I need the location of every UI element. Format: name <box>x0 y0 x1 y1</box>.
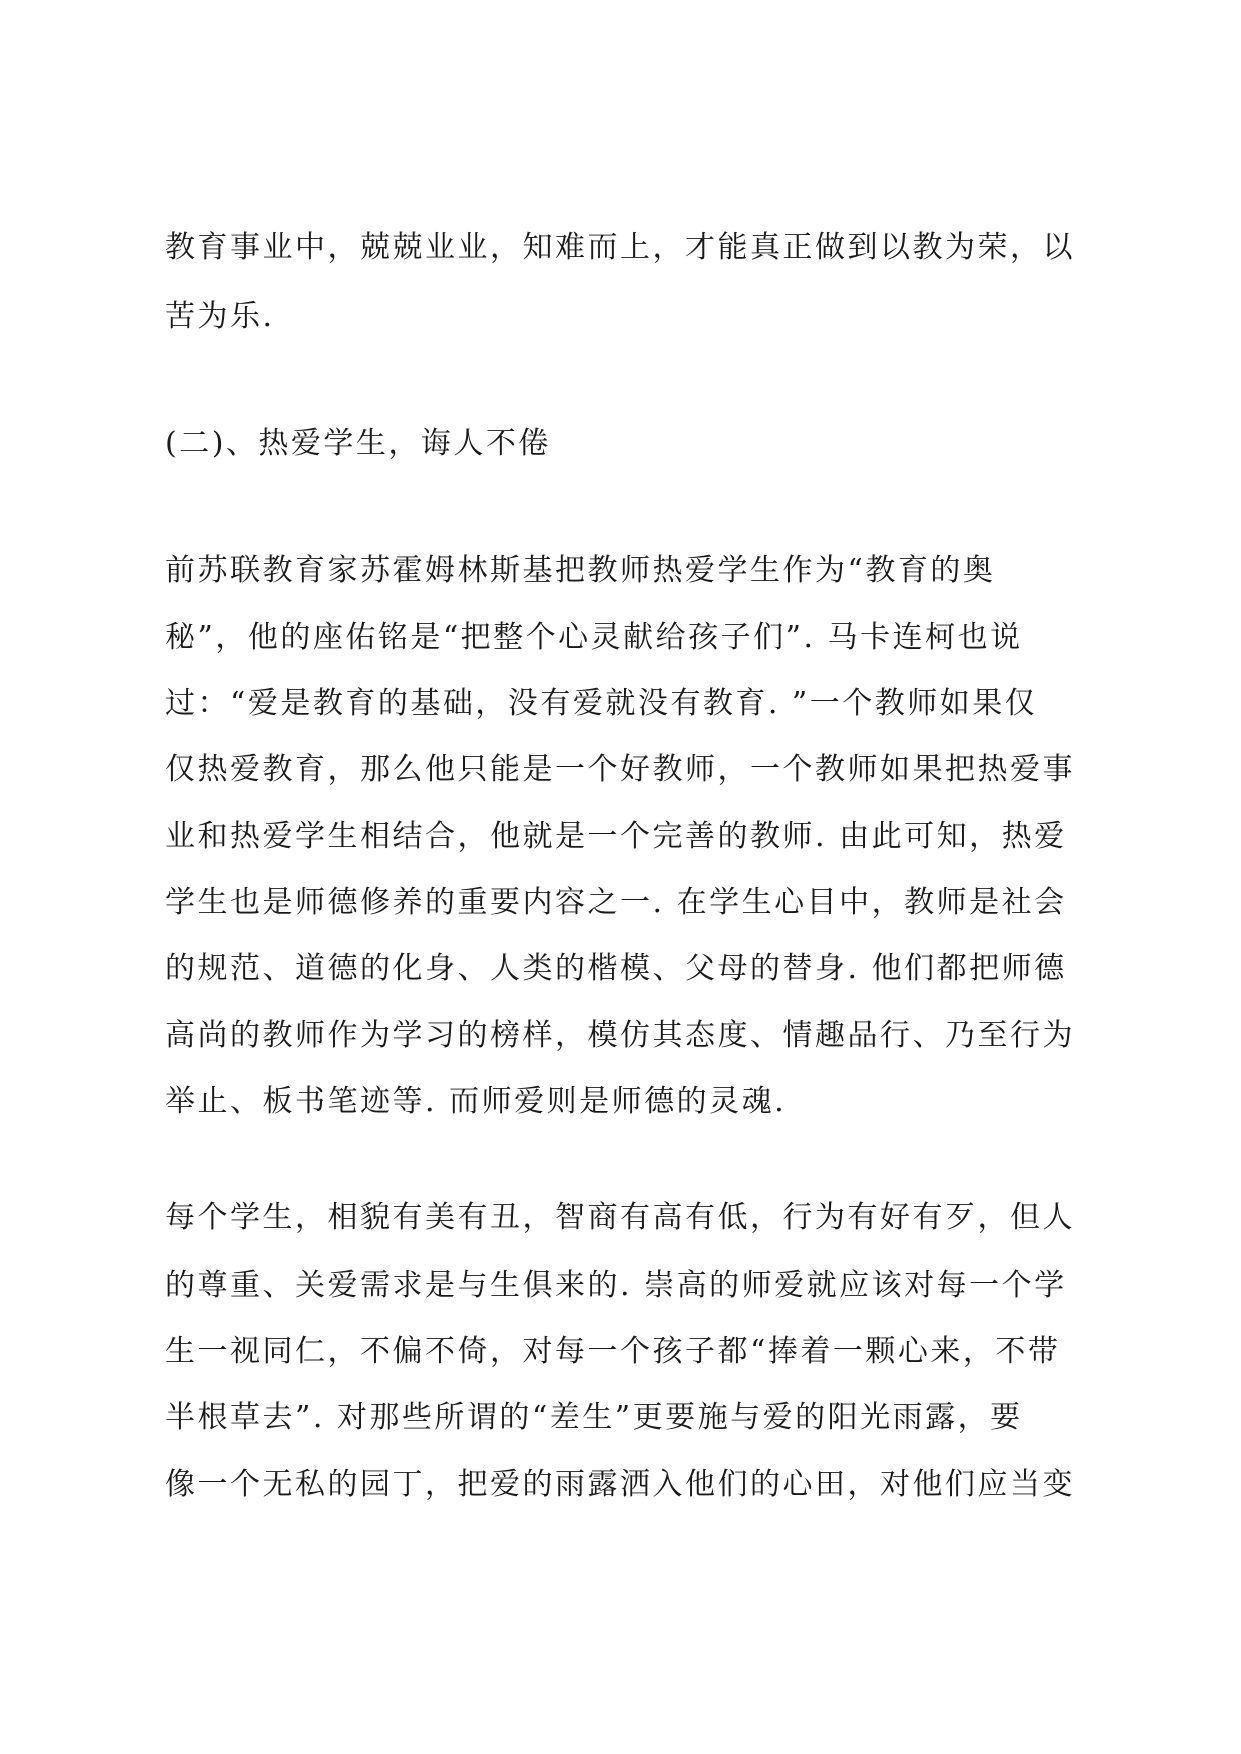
paragraph-line: 学生也是师德修养的重要内容之一. 在学生心目中，教师是社会 <box>165 885 1067 920</box>
paragraph-line: 的尊重、关爱需求是与生俱来的. 崇高的师爱就应该对每一个学 <box>165 1268 1067 1303</box>
paragraph-line: 像一个无私的园丁，把爱的雨露洒入他们的心田，对他们应当变 <box>165 1467 1075 1502</box>
paragraph-line: 高尚的教师作为学习的榜样，模仿其态度、情趣品行、乃至行为 <box>165 1018 1075 1053</box>
paragraph-line: 举止、板书笔迹等. 而师爱则是师德的灵魂. <box>165 1084 787 1119</box>
paragraph-line: 前苏联教育家苏霍姆林斯基把教师热爱学生作为“教育的奥 <box>165 553 996 588</box>
paragraph-line: 业和热爱学生相结合，他就是一个完善的教师. 由此可知，热爱 <box>165 819 1067 854</box>
paragraph-line: 教育事业中，兢兢业业，知难而上，才能真正做到以教为荣，以 <box>165 230 1075 265</box>
paragraph-line: 秘”，他的座佑铭是“把整个心灵献给孩子们”. 马卡连柯也说 <box>165 620 1023 655</box>
paragraph-line: 每个学生，相貌有美有丑，智商有高有低，行为有好有歹，但人 <box>165 1200 1075 1235</box>
paragraph-line: 仅热爱教育，那么他只能是一个好教师，一个教师如果把热爱事 <box>165 752 1075 787</box>
section-heading: (二)、热爱学生，诲人不倦 <box>165 426 551 461</box>
paragraph-line: 生一视同仁，不偏不倚，对每一个孩子都“捧着一颗心来，不带 <box>165 1334 1061 1369</box>
paragraph-line: 苦为乐. <box>165 299 275 334</box>
paragraph-line: 过：“爱是教育的基础，没有爱就没有教育. ”一个教师如果仅 <box>165 686 1038 721</box>
paragraph-line: 的规范、道德的化身、人类的楷模、父母的替身. 他们都把师德 <box>165 951 1067 986</box>
paragraph-line: 半根草去”. 对那些所谓的“差生”更要施与爱的阳光雨露，要 <box>165 1400 1023 1435</box>
